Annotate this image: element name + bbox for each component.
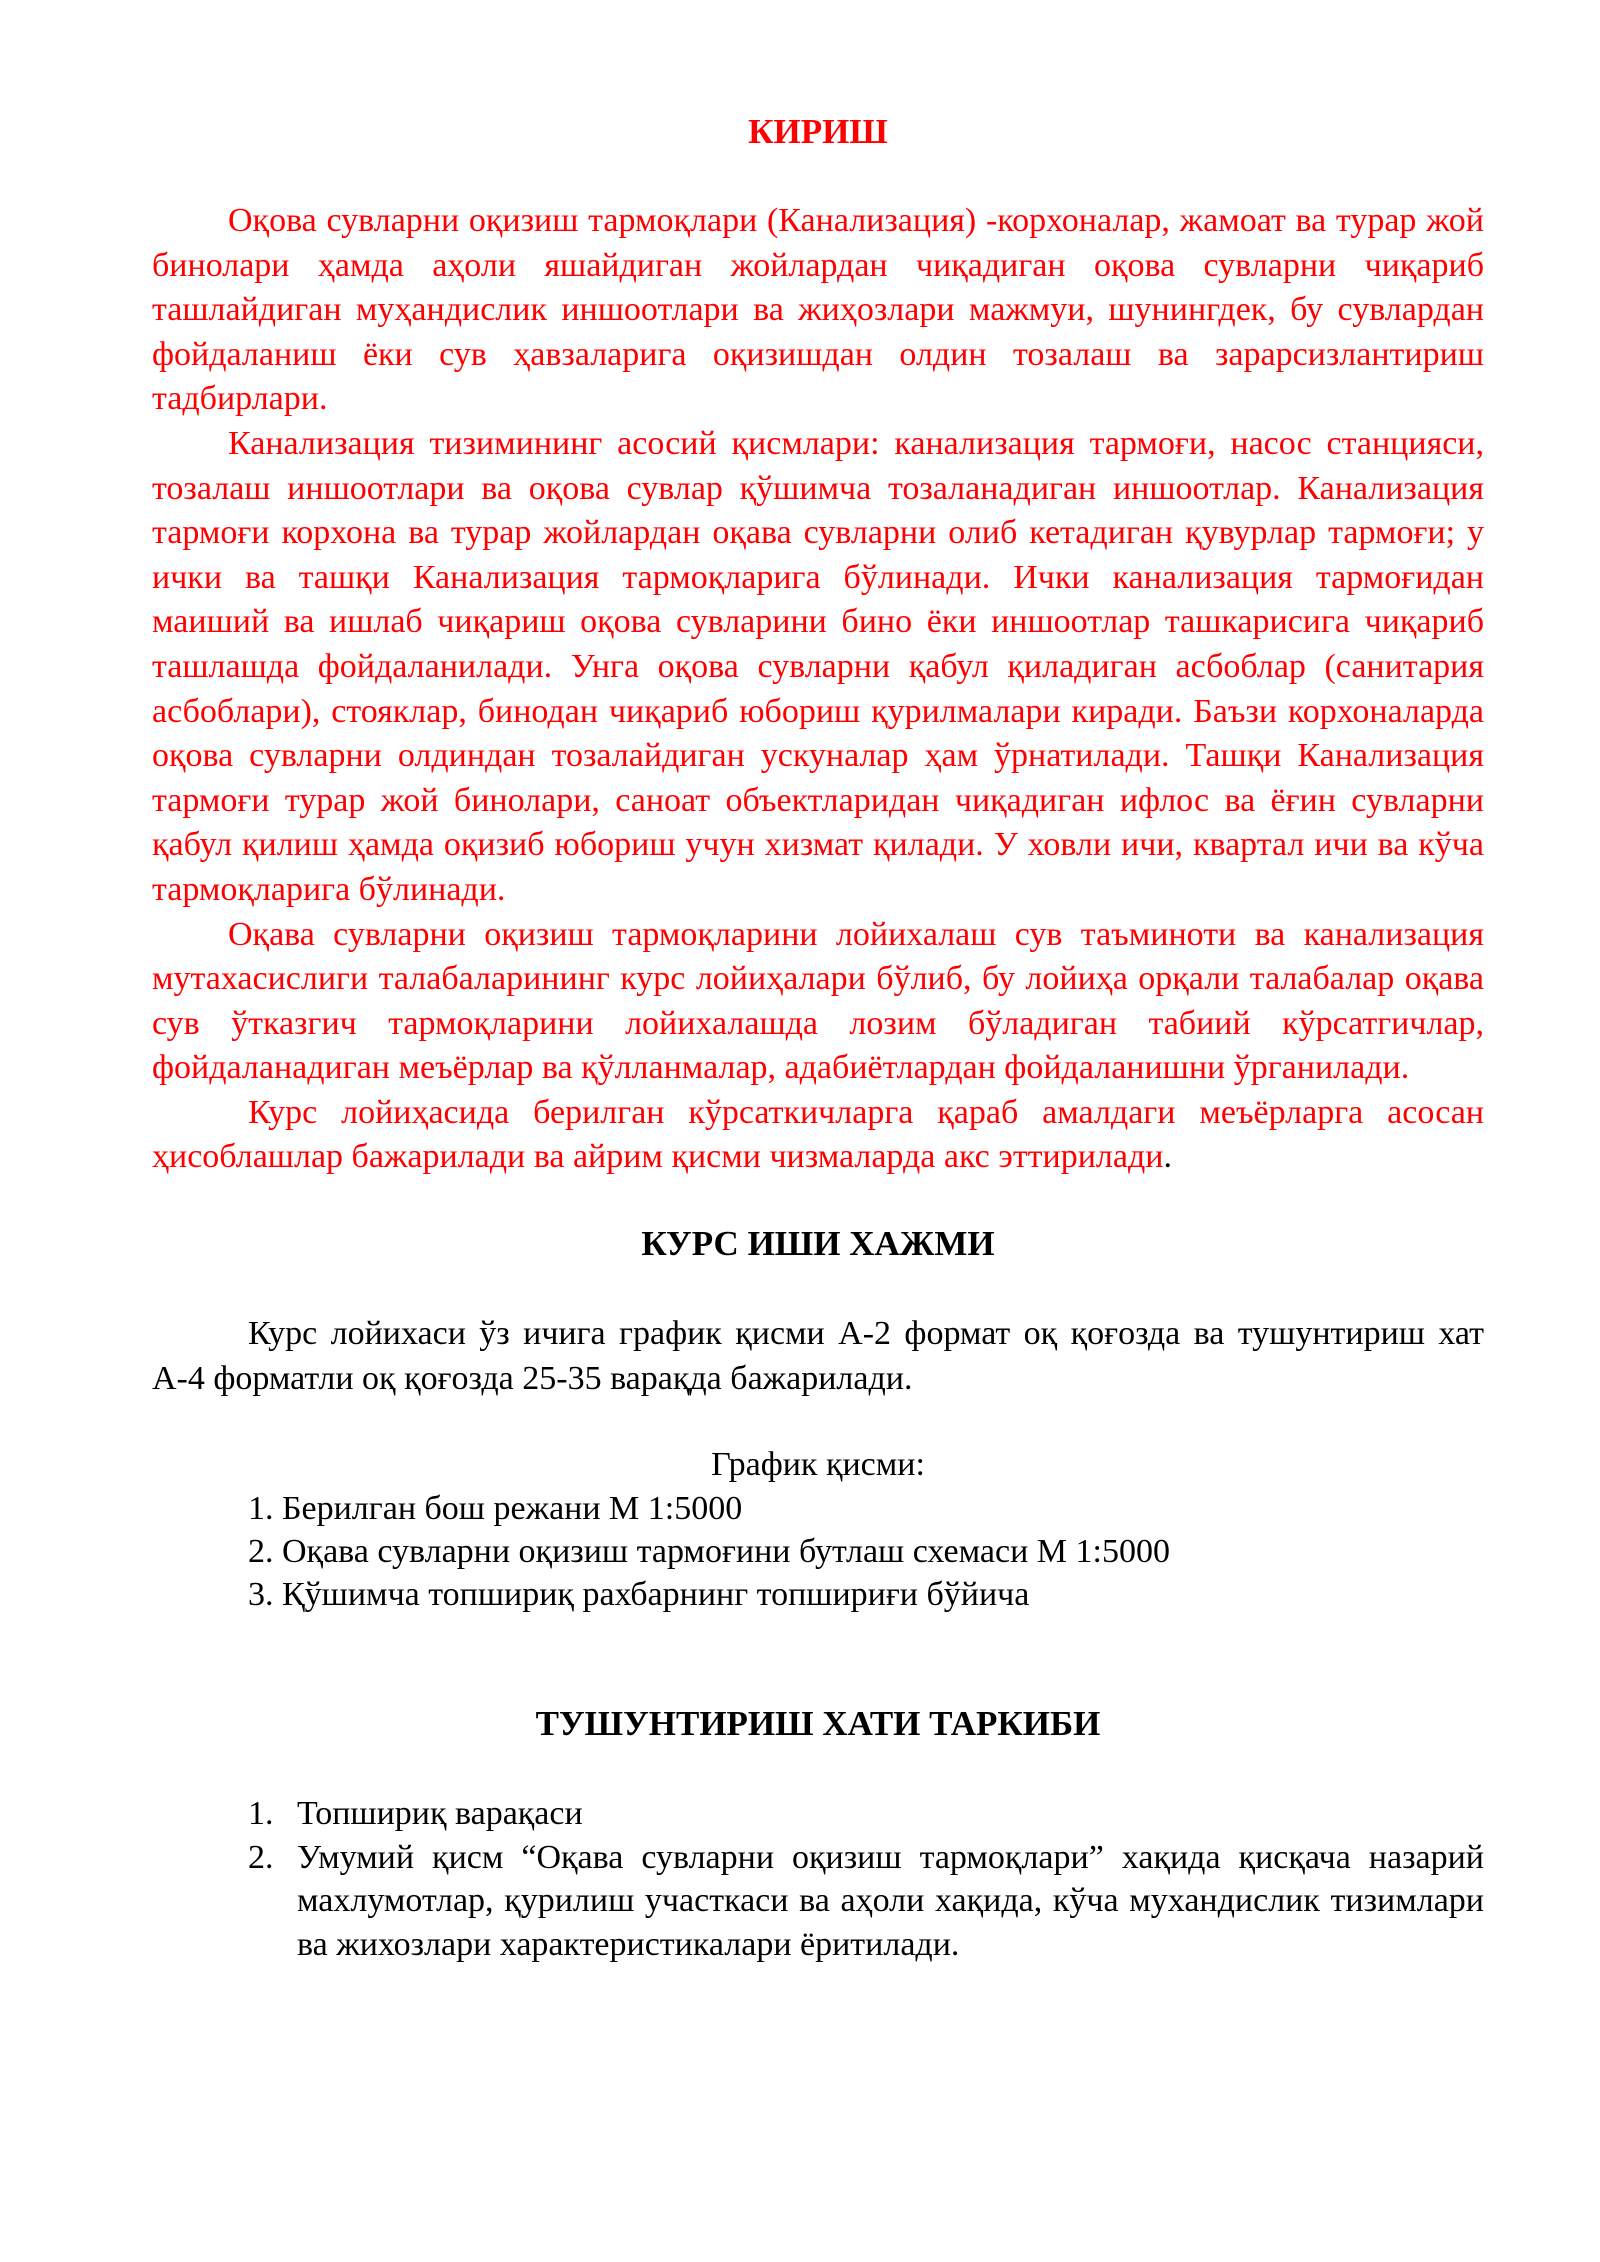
intro-paragraph-2: Канализация тизимининг асосий қисмлари: канализация тармоғи, насос станцияси, тозалаш иншоотлари ва оқова сувлар қўшимча тозаланадиган иншоотлар. Канализация тармоғи корхона ва турар жойлардан оқава сувларни олиб кетадиган қувурлар тармоғи; у ички ва ташқи Канализация тармоқларига бўлинади. Ички канализация тармоғидан маиший ва ишлаб чиқариш оқова сувларини бино ёки иншоотлар ташкарисига чиқариб ташлашда фойдаланилади. Унга оқова сувларни қабул қиладиган асбоблар (санитария асбоблари), стояклар, бинодан чиқариб юбориш қурилмалари киради. Баъзи корхоналарда оқова сувларни олдиндан тозалайдиган ускуналар ҳам ўрнатилади. Ташқи Канализация тармоғи турар жой бинолари, саноат объектларидан чиқадиган ифлос ва ёғин сувларни қабул қилиш ҳамда оқизиб юбориш учун хизмат қилади. У ховли ичи, квартал ичи ва кўча тармоқларига бўлинади. <box>152 424 1484 908</box>
volume-title: КУРС ИШИ ХАЖМИ <box>641 1224 995 1264</box>
intro-paragraph-3: Оқава сувларни оқизиш тармоқларини лойихалаш сув таъминоти ва канализация мутахасислиги талабаларининг курс лойиҳалари бўлиб, бу лойиҳа орқали талабалар оқава сув ўтказгич тармоқларини лойихалашда лозим бўладиган табиий кўрсатгичлар, фойдаланадиган меъёрлар ва қўлланмалар, адабиётлардан фойдаланишни ўрганилади. <box>152 915 1484 1087</box>
graphic-part-list <box>152 1487 1484 1616</box>
graphic-list-item: 3. Қўшимча топшириқ рахбарнинг топшириғи бўйича <box>248 1576 1030 1614</box>
intro-paragraph-1: Оқова сувларни оқизиш тармоқлари (Канализация) -корхоналар, жамоат ва турар жой бинолари ҳамда аҳоли яшайдиган жойлардан чиқадиган оқова сувларни чиқариб ташлайдиган муҳандислик иншоотлари ва жиҳозлари мажмуи, шунингдек, бу сувлардан фойдаланиш ёки сув ҳавзаларига оқизишдан олдин тозалаш ва зарарсизлантириш тадбирлари. <box>152 202 1484 418</box>
graphic-list-item: 2. Оқава сувларни оқизиш тармоғини бутлаш схемаси М 1:5000 <box>248 1533 1170 1571</box>
content-list-text: Топшириқ варақаси <box>297 1795 583 1833</box>
graphic-part-caption: График қисми: <box>711 1446 925 1484</box>
intro-paragraph-4 <box>152 1091 1484 1180</box>
content-list-item <box>152 1792 1484 1836</box>
graphic-list-item: 1. Берилган бош режани М 1:5000 <box>248 1490 743 1528</box>
document-page <box>152 110 1484 1966</box>
content-title: ТУШУНТИРИШ ХАТИ ТАРКИБИ <box>535 1704 1101 1744</box>
intro-paragraph-4-period: . <box>1163 1138 1172 1176</box>
intro-paragraph-4-text: Курс лойиҳасида берилган кўрсаткичларга қараб амалдаги меъёрларга асосан ҳисоблашлар бажарилади ва айрим қисми чизмаларда акс эттирилади <box>152 1093 1484 1176</box>
intro-title: КИРИШ <box>748 112 888 151</box>
content-list <box>152 1792 1484 1966</box>
content-list-item <box>152 1836 1484 1967</box>
content-list-number: 2. <box>248 1838 274 1876</box>
volume-paragraph: Курс лойихаси ўз ичига график қисми А-2 формат оқ қоғозда ва тушунтириш хат А-4 форматли оқ қоғозда 25-35 варақда бажарилади. <box>152 1315 1484 1397</box>
content-list-number: 1. <box>248 1795 274 1833</box>
content-list-text: Умумий қисм “Оқава сувларни оқизиш тармоқлари” хақида қисқача назарий махлумотлар, қурилиш участкаси ва аҳоли хақида, кўча мухандислик тизимлари ва жихозлари характеристикалари ёритилади. <box>297 1838 1484 1963</box>
